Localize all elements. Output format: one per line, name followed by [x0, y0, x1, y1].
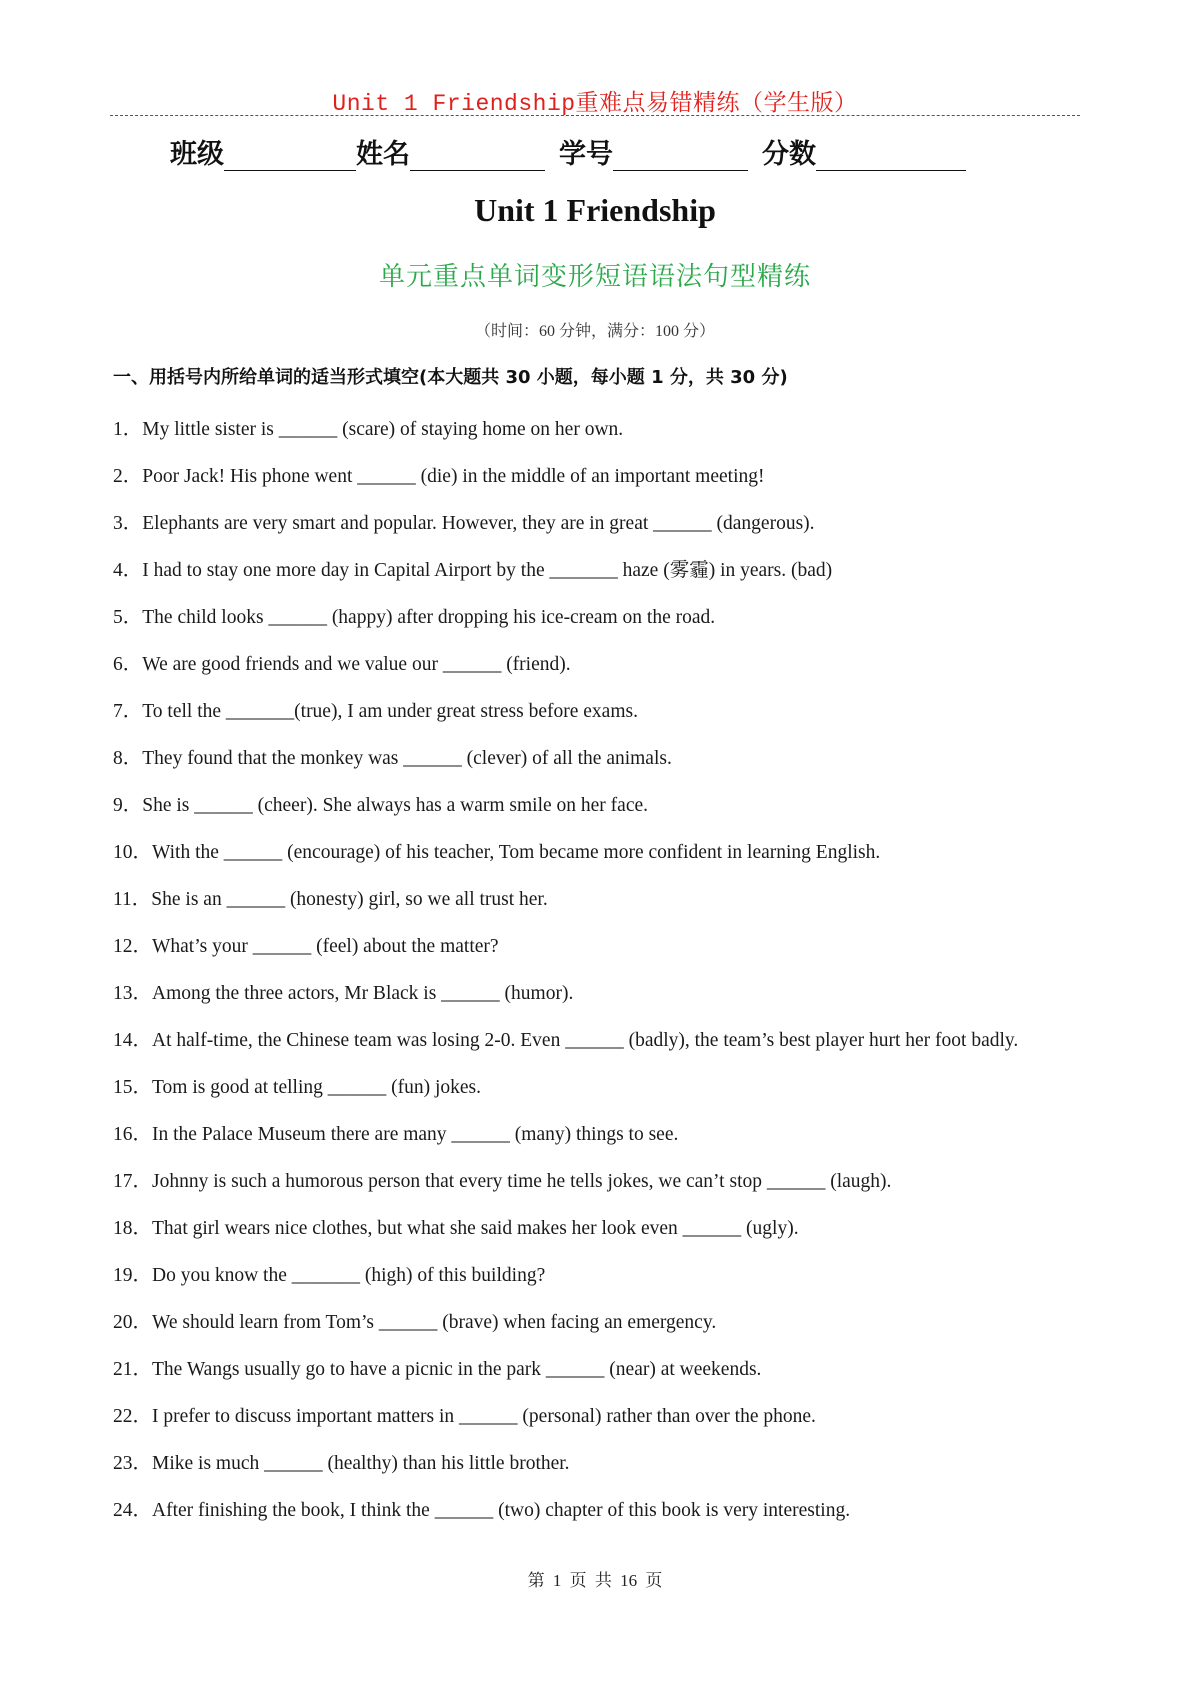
question-item: 9．She is ______ (cheer). She always has a warm smile on her face. — [113, 795, 649, 816]
time-score-note: （时间：60 分钟，满分：100 分） — [474, 323, 715, 340]
question-item: 10．With the ______ (encourage) of his teacher, Tom became more confident in learning English. — [113, 842, 881, 863]
document-header-title: Unit 1 Friendship重难点易错精练（学生版） — [332, 91, 858, 117]
question-item: 22．I prefer to discuss important matters in ______ (personal) rather than over the phone. — [113, 1406, 816, 1427]
section-heading: 一、用括号内所给单词的适当形式填空(本大题共 30 小题，每小题 1 分，共 30 分) — [113, 367, 788, 388]
page-number-footer: 第 1 页 共 16 页 — [527, 1571, 663, 1590]
page-subtitle: 单元重点单词变形短语语法句型精练 — [378, 262, 811, 292]
question-item: 7．To tell the _______(true), I am under great stress before exams. — [113, 701, 638, 722]
header-divider — [110, 115, 1080, 116]
question-item: 4．I had to stay one more day in Capital Airport by the _______ haze (雾霾) in years. (bad) — [113, 560, 833, 581]
info-label-score: 分数 — [762, 139, 816, 170]
question-item: 5．The child looks ______ (happy) after dropping his ice-cream on the road. — [113, 607, 716, 628]
question-list — [113, 406, 1053, 1534]
info-label-student-id: 学号 — [559, 139, 613, 170]
question-item: 20．We should learn from Tom’s ______ (brave) when facing an emergency. — [113, 1312, 717, 1333]
info-label-name: 姓名 — [356, 139, 410, 170]
info-field-name — [356, 132, 559, 171]
question-item: 1．My little sister is ______ (scare) of staying home on her own. — [113, 419, 624, 440]
question-item: 6．We are good friends and we value our ______ (friend). — [113, 654, 571, 675]
question-item: 8．They found that the monkey was ______ (clever) of all the animals. — [113, 748, 672, 769]
question-item: 16．In the Palace Museum there are many ______ (many) things to see. — [113, 1124, 679, 1145]
question-item: 21．The Wangs usually go to have a picnic in the park ______ (near) at weekends. — [113, 1359, 762, 1380]
question-item: 17．Johnny is such a humorous person that every time he tells jokes, we can’t stop ______ (laugh). — [113, 1171, 892, 1192]
question-item: 18．That girl wears nice clothes, but what she said makes her look even ______ (ugly). — [113, 1218, 799, 1239]
question-item: 23．Mike is much ______ (healthy) than his little brother. — [113, 1453, 570, 1474]
question-item: 14．At half-time, the Chinese team was losing 2-0. Even ______ (badly), the team’s best player hurt her foot badly. — [113, 1030, 1019, 1051]
question-item: 19．Do you know the _______ (high) of this building? — [113, 1265, 546, 1286]
class-blank[interactable] — [224, 142, 356, 171]
question-item: 11．She is an ______ (honesty) girl, so we all trust her. — [113, 889, 548, 910]
page-title: Unit 1 Friendship — [474, 192, 716, 228]
score-blank[interactable] — [816, 142, 966, 171]
name-blank[interactable] — [410, 142, 545, 171]
question-item: 2．Poor Jack! His phone went ______ (die) in the middle of an important meeting! — [113, 466, 765, 487]
question-item: 12．What’s your ______ (feel) about the matter? — [113, 936, 499, 957]
student-info-line — [170, 132, 966, 171]
question-item: 15．Tom is good at telling ______ (fun) jokes. — [113, 1077, 482, 1098]
info-field-score — [762, 132, 966, 171]
info-field-class — [170, 132, 356, 171]
info-field-student-id — [559, 132, 762, 171]
question-item: 13．Among the three actors, Mr Black is ______ (humor). — [113, 983, 574, 1004]
student-id-blank[interactable] — [613, 142, 748, 171]
question-item: 24．After finishing the book, I think the ______ (two) chapter of this book is very interesting. — [113, 1500, 851, 1521]
question-item: 3．Elephants are very smart and popular. However, they are in great ______ (dangerous). — [113, 513, 815, 534]
info-label-class: 班级 — [170, 139, 224, 170]
